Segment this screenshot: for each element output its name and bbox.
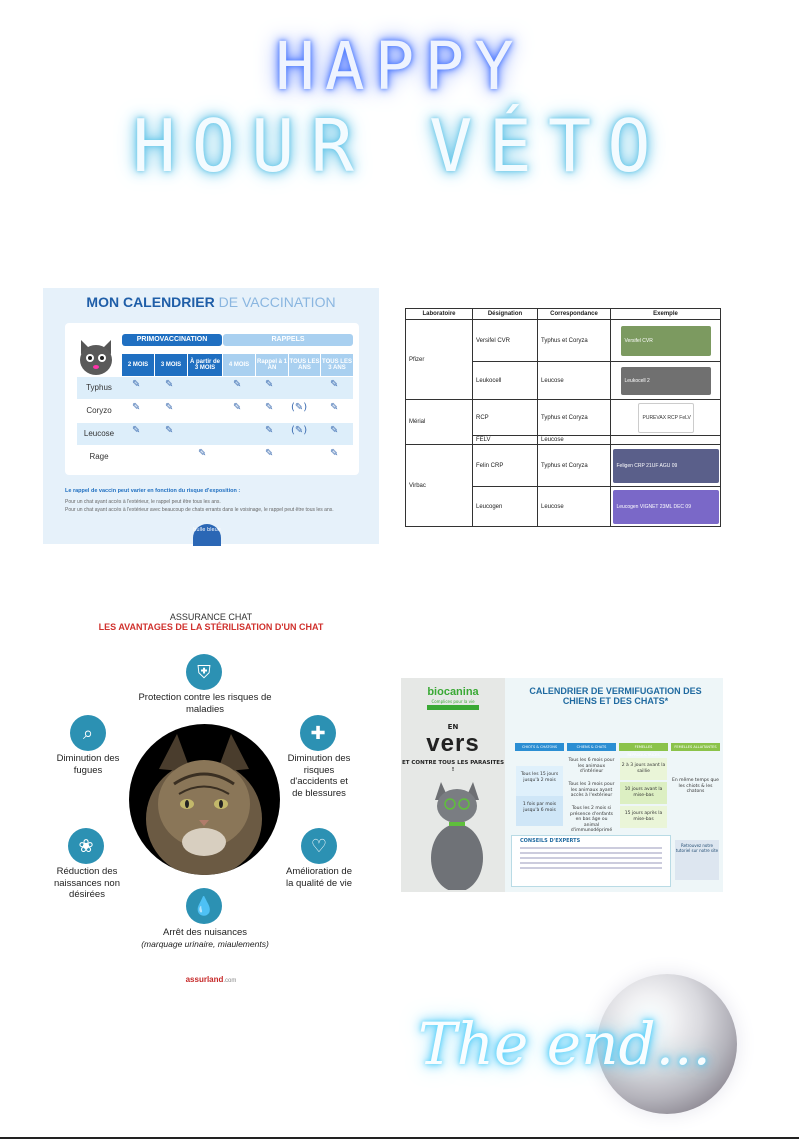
col-chiens-chats: CHIENS & CHATS (567, 743, 616, 751)
row-leucose: Leucose (83, 429, 115, 438)
assurland-logo: assurland.com (185, 975, 237, 984)
label-nuisances-detail: (marquage urinaire, miaulements) (141, 939, 269, 949)
droplets-icon: 💧 (186, 888, 222, 924)
syringe-icon: ✎ (265, 379, 274, 390)
example-cell (611, 400, 721, 436)
example-cell (611, 320, 721, 362)
cat-photo (129, 724, 280, 875)
conseil-line (520, 857, 662, 859)
vaccine-label-leukocell: Leukocell 2 (621, 367, 711, 395)
vaccine-label-feligen: Feligen CRP 21UF AGU 09 (613, 449, 719, 483)
lab-pfizer: Pfizer (406, 320, 473, 400)
vaccination-note-1: Pour un chat ayant accès à l'extérieur, le rappel peut être tous les ans. (65, 499, 221, 505)
biocanina-tagline: Complices pour la vie (431, 699, 475, 704)
biocanina-bar (427, 705, 479, 710)
biocanina-panel (401, 678, 505, 892)
table-row (406, 400, 721, 436)
conseil-line (520, 852, 662, 854)
col-femelles-reproductrices: FEMELLES REPRODUCTRICES (619, 743, 668, 751)
deworming-calendar (401, 678, 723, 892)
paw-prints-icon: ❀ (68, 828, 104, 864)
vaccination-note-2: Pour un chat ayant accès à l'extérieur avec beaucoup de chats errants dans le voisinage, le rappel peut être tous les ans. (65, 507, 334, 513)
correspondance-cell: Typhus et Coryza (538, 320, 611, 362)
col-a-partir-3-mois: À partir de 3 MOIS (188, 354, 222, 376)
syringe-optional-icon: (✎) (291, 402, 308, 413)
vers-label: vers (426, 730, 480, 757)
designation-cell: Leucogen (473, 487, 538, 527)
sterilisation-title: LES AVANTAGES DE LA STÉRILISATION D'UN CHAT (98, 622, 324, 632)
deworming-title: CALENDRIER DE VERMIFUGATION DES CHIENS ET DES CHATS* (529, 686, 702, 706)
cat-face-icon (77, 338, 115, 378)
correspondance-cell: Typhus et Coryza (538, 445, 611, 487)
correspondance-cell: Typhus et Coryza (538, 400, 611, 436)
designation-cell: Leukocell (473, 362, 538, 400)
header-designation: Désignation (473, 309, 538, 320)
vaccine-label-leucogen: Leucogen VIGNET 23ML DEC 09 (613, 490, 719, 524)
syringe-icon: ✎ (132, 379, 141, 390)
tutorial-box: Retrouvez notre tutoriel sur notre site (675, 840, 719, 880)
cell-chiots-2: 1 fois par mois jusqu'à 6 mois (516, 796, 563, 826)
syringe-icon: ✎ (198, 448, 207, 459)
group-rappels: RAPPELS (223, 334, 353, 346)
hearts-icon: ♡ (301, 828, 337, 864)
syringe-icon: ✎ (165, 379, 174, 390)
cell-chiens-1: Tous les 6 mois pour les animaux d'intérieur (568, 758, 615, 774)
col-rappel-1-an: Rappel à 1 AN (256, 354, 288, 376)
grey-cat-illustration (423, 778, 493, 890)
header-laboratoire: Laboratoire (406, 309, 473, 320)
designation-cell: FELV (473, 436, 538, 445)
shield-cat-icon: ⛨ (186, 654, 222, 690)
title-hour-veto: HOUR VÉTO (132, 104, 667, 188)
vaccination-note-title: Le rappel de vaccin peut varier en fonction du risque d'exposition : (65, 488, 241, 494)
vaccine-label-versifel: Versifel CVR (621, 326, 711, 356)
syringe-icon: ✎ (233, 402, 242, 413)
cell-reproductrices-2: 10 jours avant la mise-bas (620, 782, 667, 804)
example-cell (611, 362, 721, 400)
col-3-mois: 3 MOIS (155, 354, 187, 376)
syringe-optional-icon: (✎) (291, 425, 308, 436)
vaccine-label-purevax: PUREVAX RCP FeLV (638, 403, 694, 433)
biocanina-logo: biocanina (427, 686, 479, 698)
vaccination-title: MON CALENDRIER DE VACCINATION (86, 294, 336, 310)
syringe-icon: ✎ (265, 448, 274, 459)
lab-table-header (406, 309, 721, 320)
designation-cell: Versifel CVR (473, 320, 538, 362)
label-fugues: Diminution des fugues (56, 753, 120, 776)
designation-cell: Felin CRP (473, 445, 538, 487)
col-4-mois: 4 MOIS (223, 354, 255, 376)
cell-chiens-3: Tous les 2 mois si présence d'enfants en bas âge ou animal d'immunodéprimé (569, 806, 614, 833)
vaccination-calendar (43, 288, 379, 544)
group-primovaccination: PRIMOVACCINATION (122, 334, 222, 346)
example-cell (611, 487, 721, 527)
syringe-icon: ✎ (265, 425, 274, 436)
conseils-title: CONSEILS D'EXPERTS (520, 838, 581, 844)
the-end-text: The end... (418, 1010, 711, 1078)
example-cell (611, 436, 721, 445)
conseil-line (520, 862, 662, 864)
cell-chiens-2: Tous les 3 mois pour les animaux ayant accès à l'extérieur (568, 782, 615, 798)
lab-merial: Mérial (406, 400, 473, 445)
col-tous-les-3-ans: TOUS LES 3 ANS (321, 354, 353, 376)
table-row (406, 320, 721, 362)
correspondance-cell: Leucose (538, 436, 611, 445)
sterilisation-subtitle: ASSURANCE CHAT (169, 612, 253, 622)
header-exemple: Exemple (611, 309, 721, 320)
syringe-icon: ✎ (233, 379, 242, 390)
magnifier-icon: ⌕ (70, 715, 106, 751)
col-2-mois: 2 MOIS (122, 354, 154, 376)
label-nuisances: Arrêt des nuisances (163, 927, 247, 938)
correspondance-cell: Leucose (538, 487, 611, 527)
label-qualite-vie: Amélioration de la qualité de vie (285, 866, 353, 889)
en-label: EN (447, 723, 459, 731)
syringe-icon: ✎ (132, 402, 141, 413)
cell-reproductrices-1: 2 à 3 jours avant la saillie (620, 758, 667, 780)
cell-allaitantes: En même temps que les chiots & les chatons (672, 778, 719, 794)
parasites-label: ET CONTRE TOUS LES PARASITES ! (401, 760, 505, 773)
row-rage: Rage (89, 452, 109, 461)
title-happy: HAPPY (275, 28, 524, 105)
syringe-icon: ✎ (330, 425, 339, 436)
cell-reproductrices-3: 15 jours après la mise-bas (620, 806, 667, 828)
label-naissances: Réduction des naissances non désirées (53, 866, 121, 900)
syringe-icon: ✎ (165, 402, 174, 413)
row-typhus: Typhus (86, 383, 112, 392)
table-row (406, 445, 721, 487)
correspondance-cell: Leucose (538, 362, 611, 400)
col-chiots-chatons: CHIOTS & CHATONS (515, 743, 564, 751)
bulle-bleue-logo: bulle bleue (193, 524, 221, 546)
syringe-icon: ✎ (265, 402, 274, 413)
col-femelles-allaitantes: FEMELLES ALLAITANTES (671, 743, 720, 751)
conseil-line (520, 867, 662, 869)
header-correspondance: Correspondance (538, 309, 611, 320)
bandage-paw-icon: ✚ (300, 715, 336, 751)
lab-virbac: Virbac (406, 445, 473, 527)
designation-cell: RCP (473, 400, 538, 436)
syringe-icon: ✎ (330, 379, 339, 390)
row-coryzo: Coryzo (86, 406, 112, 415)
lab-table (405, 308, 721, 527)
syringe-icon: ✎ (330, 402, 339, 413)
cell-chiots-1: Tous les 15 jours jusqu'à 2 mois (516, 766, 563, 796)
conseil-line (520, 847, 662, 849)
syringe-icon: ✎ (132, 425, 141, 436)
syringe-icon: ✎ (165, 425, 174, 436)
label-accidents: Diminution des risques d'accidents et de blessures (287, 753, 351, 799)
col-tous-les-ans: TOUS LES ANS (289, 354, 320, 376)
conseils-box (511, 835, 671, 887)
example-cell (611, 445, 721, 487)
label-protection: Protection contre les risques de maladies (138, 692, 272, 715)
syringe-icon: ✎ (330, 448, 339, 459)
